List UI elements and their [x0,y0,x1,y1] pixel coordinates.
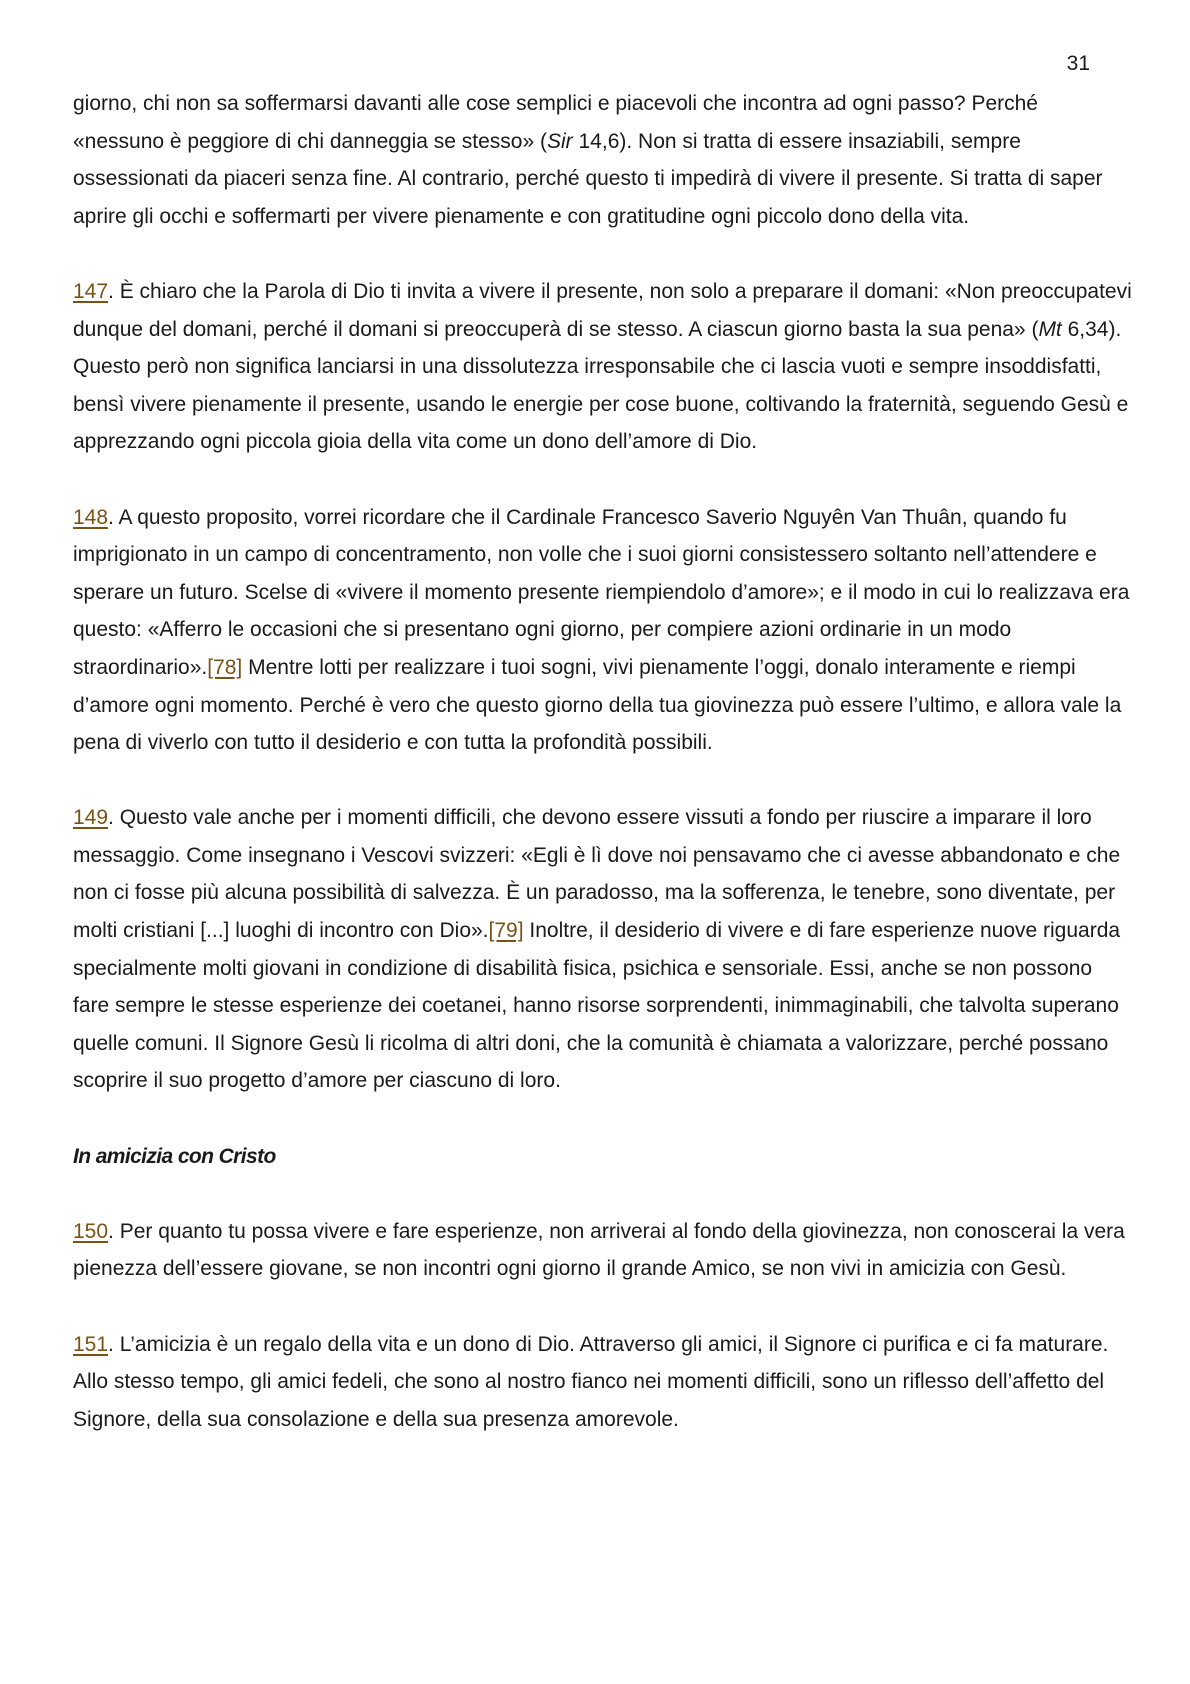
paragraph-146-continuation [73,85,1133,235]
paragraph-text: Mentre lotti per realizzare i tuoi sogni, vivi pienamente l’oggi, donalo interamente e riempi d’amore ogni momento. Perché è vero che questo giorno della tua giovinezza può essere l’ultimo, e allora vale la pena di viverlo con tutto il desiderio e con tutta la profondità possibili. [73,655,1122,755]
paragraph-147 [73,273,1133,461]
paragraph-150 [73,1213,1133,1288]
footnote-link-78[interactable]: [78] [207,655,243,679]
page-number: 31 [1066,52,1090,75]
paragraph-number-link-148[interactable]: 148 [73,505,109,529]
paragraph-number-link-151[interactable]: 151 [73,1332,109,1356]
footnote-link-79[interactable]: [79] [488,919,524,943]
paragraph-number-link-147[interactable]: 147 [73,279,109,303]
paragraph-151 [73,1326,1133,1439]
paragraph-text: . A questo proposito, vorrei ricordare che il Cardinale Francesco Saverio Nguyên Van Thuân, quando fu imprigionato in un campo di concentramento, non volle che i suoi giorni consistessero soltanto nell’attendere e sperare un futuro. Scelse di «vivere il momento presente riempiendolo d’amore»; e il modo in cui lo realizzava era questo: «Afferro le occasioni che si presentano ogni giorno, per compiere azioni ordinarie in un modo straordinario». [73,505,1130,679]
section-heading: In amicizia con Cristo [73,1144,276,1168]
paragraph-text: 14,6). Non si tratta di essere insaziabili, sempre ossessionati da piaceri senza fine. Al contrario, perché questo ti impedirà di vivere il presente. Si tratta di saper aprire gli occhi e soffermarti per vivere pienamente e con gratitudine ogni piccolo dono della vita. [73,129,1103,228]
paragraph-text: . Per quanto tu possa vivere e fare esperienze, non arriverai al fondo della giovinezza, non conoscerai la vera pienezza dell’essere giovane, se non incontri ogni giorno il grande Amico, se non vivi in amicizia con Gesù. [73,1219,1125,1281]
paragraph-148 [73,499,1133,762]
paragraph-text: Inoltre, il desiderio di vivere e di fare esperienze nuove riguarda specialmente molti giovani in condizione di disabilità fisica, psichica e sensoriale. Essi, anche se non possono fare sempre le stesse esperienze dei coetanei, hanno risorse sorprendenti, inimmaginabili, che talvolta superano quelle comuni. Il Signore Gesù li ricolma di altri doni, che la comunità è chiamata a valorizzare, perché possano scoprire il suo progetto d’amore per ciascuno di loro. [73,919,1121,1093]
scripture-citation: Sir [547,129,573,153]
paragraph-text: . L’amicizia è un regalo della vita e un dono di Dio. Attraverso gli amici, il Signore ci purifica e ci fa maturare. Allo stesso tempo, gli amici fedeli, che sono al nostro fianco nei momenti difficili, sono un riflesso dell’affetto del Signore, della sua consolazione e della sua presenza amorevole. [73,1332,1109,1431]
paragraph-text: giorno, chi non sa soffermarsi davanti alle cose semplici e piacevoli che incontra ad ogni passo? Perché «nessuno è peggiore di chi danneggia se stesso» ( [73,92,1038,153]
scripture-citation: Mt [1038,317,1062,341]
paragraph-149 [73,799,1133,1100]
paragraph-number-link-149[interactable]: 149 [73,806,109,830]
paragraph-number-link-150[interactable]: 150 [73,1219,109,1243]
document-body [73,85,1133,1438]
paragraph-text: . Questo vale anche per i momenti difficili, che devono essere vissuti a fondo per riuscire a imparare il loro messaggio. Come insegnano i Vescovi svizzeri: «Egli è lì dove noi pensavamo che ci avesse abbandonato e che non ci fosse più alcuna possibilità di salvezza. È un paradosso, ma la sofferenza, le tenebre, sono diventate, per molti cristiani [...] luoghi di incontro con Dio». [73,806,1121,943]
paragraph-text: 6,34). Questo però non significa lanciarsi in una dissolutezza irresponsabile che ci lascia vuoti e sempre insoddisfatti, bensì vivere pienamente il presente, usando le energie per cose buone, coltivando la fraternità, seguendo Gesù e apprezzando ogni piccola gioia della vita come un dono dell’amore di Dio. [73,317,1129,454]
paragraph-text: . È chiaro che la Parola di Dio ti invita a vivere il presente, non solo a preparare il domani: «Non preoccupatevi dunque del domani, perché il domani si preoccuperà di se stesso. A ciascun giorno basta la sua pena» ( [73,279,1132,341]
